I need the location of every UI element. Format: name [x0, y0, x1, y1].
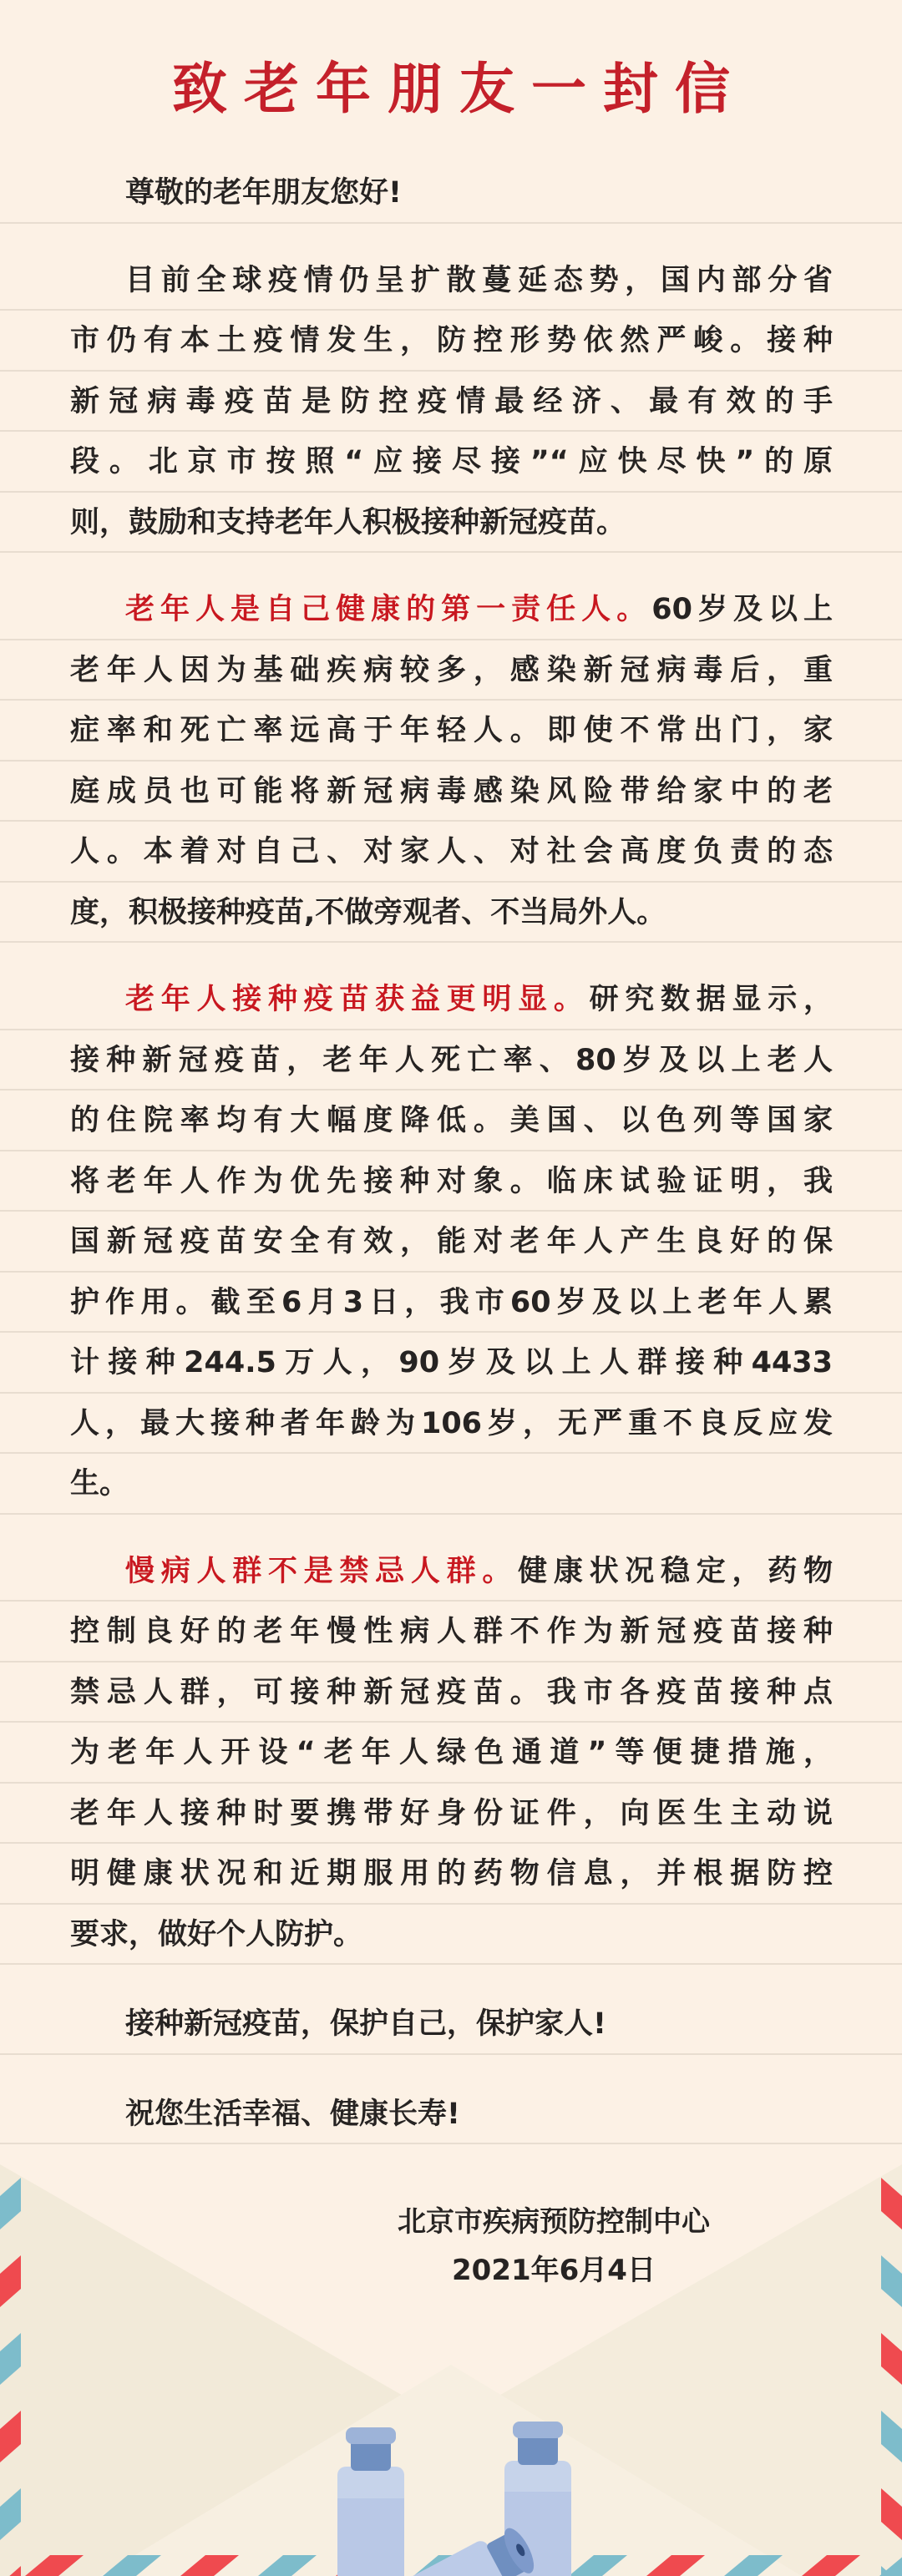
closing-line: 祝您生活幸福、健康长寿!	[0, 2084, 902, 2145]
text-line	[0, 1844, 902, 1905]
text-line	[0, 1091, 902, 1151]
text-line	[0, 1273, 902, 1334]
highlight-heading: 老年人是自己健康的第一责任人。	[125, 593, 652, 626]
line-text: 人。本着对自己、对家人、对社会高度负责的态	[70, 835, 833, 868]
line-text: 老年人接种时要携带好身份证件，向医生主动说	[70, 1796, 833, 1830]
line-text: 计接种244.5万人，90岁及以上人群接种4433	[70, 1346, 833, 1379]
line-text: 要求，做好个人防护。	[70, 1917, 363, 1951]
text-line	[0, 1602, 902, 1663]
line-text: 的住院率均有大幅度降低。美国、以色列等国家	[70, 1104, 833, 1137]
text-line	[0, 762, 902, 822]
line-text: 老年人因为基础疾病较多，感染新冠病毒后，重	[70, 653, 833, 687]
line-text: 新冠病毒疫苗是防控疫情最经济、最有效的手	[70, 384, 833, 418]
text-line	[0, 1541, 902, 1602]
highlight-heading: 老年人接种疫苗获益更明显。	[125, 983, 590, 1016]
text-line	[0, 1151, 902, 1212]
line-text: 60岁及以上	[651, 593, 833, 626]
signature-organization: 北京市疾病预防控制中心	[398, 2205, 710, 2239]
text-line	[0, 701, 902, 762]
text-line	[0, 1212, 902, 1273]
line-text: 度，积极接种疫苗,不做旁观者、不当局外人。	[70, 895, 666, 929]
line-text: 将老年人作为优先接种对象。临床试验证明，我	[70, 1164, 833, 1198]
greeting: 尊敬的老年朋友您好!	[0, 163, 902, 224]
line-text: 则，鼓励和支持老年人积极接种新冠疫苗。	[70, 505, 626, 539]
text-line	[0, 883, 902, 944]
text-line	[0, 640, 902, 701]
text-line	[0, 1454, 902, 1515]
line-text: 研究数据显示，	[589, 983, 833, 1016]
paragraph	[0, 579, 902, 943]
paragraph	[0, 251, 902, 554]
line-text: 禁忌人群，可接种新冠疫苗。我市各疫苗接种点	[70, 1675, 833, 1709]
line-text: 症率和死亡率远高于年轻人。即使不常出门，家	[70, 714, 833, 747]
line-text: 生。	[70, 1467, 129, 1501]
paragraph	[0, 1541, 902, 1966]
line-text: 庭成员也可能将新冠病毒感染风险带给家中的老	[70, 774, 833, 808]
text-line	[0, 251, 902, 311]
text-line	[0, 372, 902, 433]
text-line	[0, 311, 902, 372]
text-line	[0, 1663, 902, 1723]
signature-date: 2021年6月4日	[452, 2254, 656, 2287]
line-text: 接种新冠疫苗，老年人死亡率、80岁及以上老人	[70, 1043, 833, 1077]
line-text: 段。北京市按照“应接尽接”“应快尽快”的原	[70, 445, 833, 478]
line-text: 为老年人开设“老年人绿色通道”等便捷措施，	[70, 1736, 833, 1769]
highlight-heading: 慢病人群不是禁忌人群。	[125, 1554, 519, 1588]
line-text: 健康状况稳定，药物	[518, 1554, 833, 1588]
text-line	[0, 493, 902, 554]
text-line	[0, 1784, 902, 1845]
line-text: 国新冠疫苗安全有效，能对老年人产生良好的保	[70, 1225, 833, 1258]
paragraphs	[0, 251, 902, 1966]
line-text: 护作用。截至6月3日，我市60岁及以上老年人累	[70, 1285, 833, 1319]
text-line	[0, 1394, 902, 1455]
text-line	[0, 1723, 902, 1784]
line-text: 人，最大接种者年龄为106岁，无严重不良反应发	[70, 1406, 833, 1440]
text-line	[0, 1905, 902, 1966]
closing-line: 接种新冠疫苗，保护自己，保护家人!	[0, 1994, 902, 2055]
letter-body	[0, 163, 902, 2144]
text-line	[0, 969, 902, 1030]
letter-title: 致老年朋友一封信	[172, 57, 747, 121]
text-line	[0, 579, 902, 640]
text-line	[0, 1030, 902, 1091]
line-text: 控制良好的老年慢性病人群不作为新冠疫苗接种	[70, 1615, 833, 1648]
line-text: 目前全球疫情仍呈扩散蔓延态势，国内部分省	[125, 263, 833, 297]
text-line	[0, 822, 902, 883]
text-line	[0, 1333, 902, 1394]
paragraph	[0, 969, 902, 1515]
line-text: 明健康状况和近期服用的药物信息，并根据防控	[70, 1857, 833, 1890]
text-line	[0, 432, 902, 493]
signature-block	[368, 2198, 739, 2295]
line-text: 市仍有本土疫情发生，防控形势依然严峻。接种	[70, 324, 833, 357]
